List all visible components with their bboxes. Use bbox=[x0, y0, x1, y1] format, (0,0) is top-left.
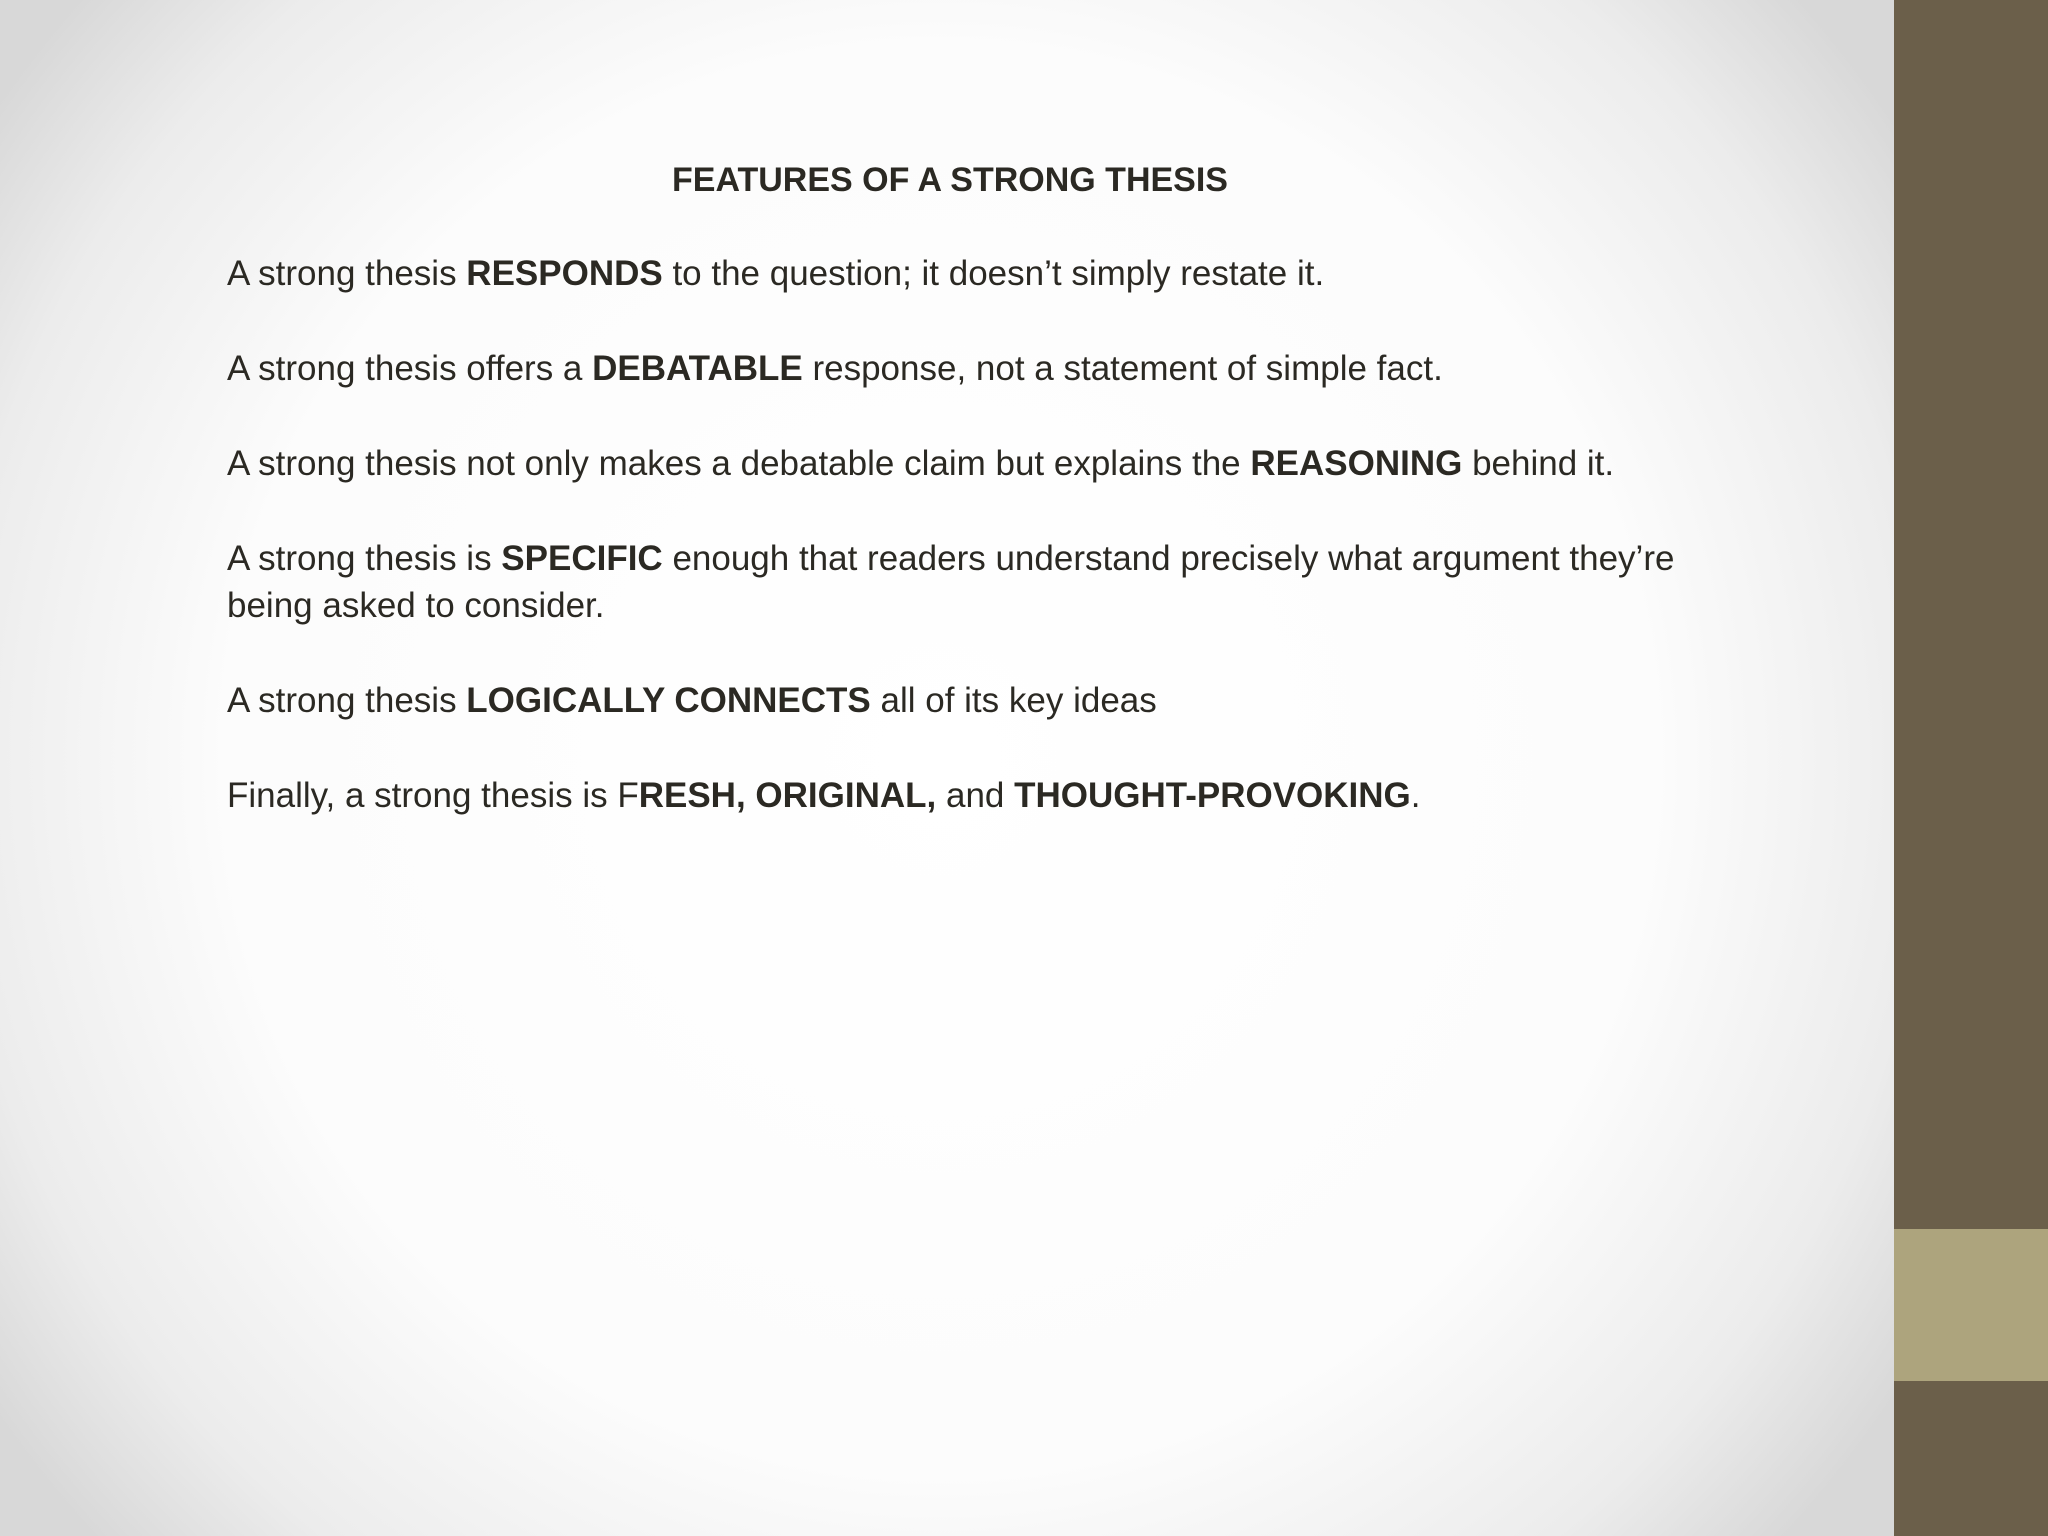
point-text: to the question; it doesn’t simply restate it. bbox=[662, 254, 1325, 293]
slide-title: FEATURES OF A STRONG THESIS bbox=[672, 161, 1228, 199]
point-keyword: REASONING bbox=[1250, 444, 1463, 483]
point-keyword: LOGICALLY CONNECTS bbox=[466, 681, 871, 720]
point-responds bbox=[227, 250, 1707, 297]
point-keyword: THOUGHT-PROVOKING bbox=[1014, 776, 1411, 815]
sidebar-accent-block bbox=[1894, 1229, 2048, 1381]
point-fresh-original bbox=[227, 772, 1707, 819]
point-text: response, not a statement of simple fact. bbox=[802, 349, 1443, 388]
point-text: A strong thesis bbox=[227, 681, 467, 720]
point-text: A strong thesis is bbox=[227, 539, 502, 578]
point-text: . bbox=[1410, 776, 1421, 815]
point-keyword: DEBATABLE bbox=[592, 349, 803, 388]
point-keyword: RESH, ORIGINAL, bbox=[638, 776, 937, 815]
point-text: and bbox=[936, 776, 1015, 815]
point-text: A strong thesis bbox=[227, 254, 467, 293]
point-text: A strong thesis offers a bbox=[227, 349, 593, 388]
point-specific bbox=[227, 535, 1707, 629]
point-text: behind it. bbox=[1462, 444, 1615, 483]
point-text: A strong thesis not only makes a debatable claim but explains the bbox=[227, 444, 1251, 483]
point-keyword: RESPONDS bbox=[466, 254, 663, 293]
point-reasoning bbox=[227, 440, 1707, 487]
point-keyword: SPECIFIC bbox=[501, 539, 663, 578]
point-debatable bbox=[227, 345, 1707, 392]
slide-content bbox=[227, 150, 1697, 867]
point-text: all of its key ideas bbox=[870, 681, 1157, 720]
point-text: Finally, a strong thesis is F bbox=[227, 776, 639, 815]
point-text: enough that readers understand precisely what argument they’re being asked to consider. bbox=[227, 539, 1675, 625]
point-logically-connects bbox=[227, 677, 1707, 724]
